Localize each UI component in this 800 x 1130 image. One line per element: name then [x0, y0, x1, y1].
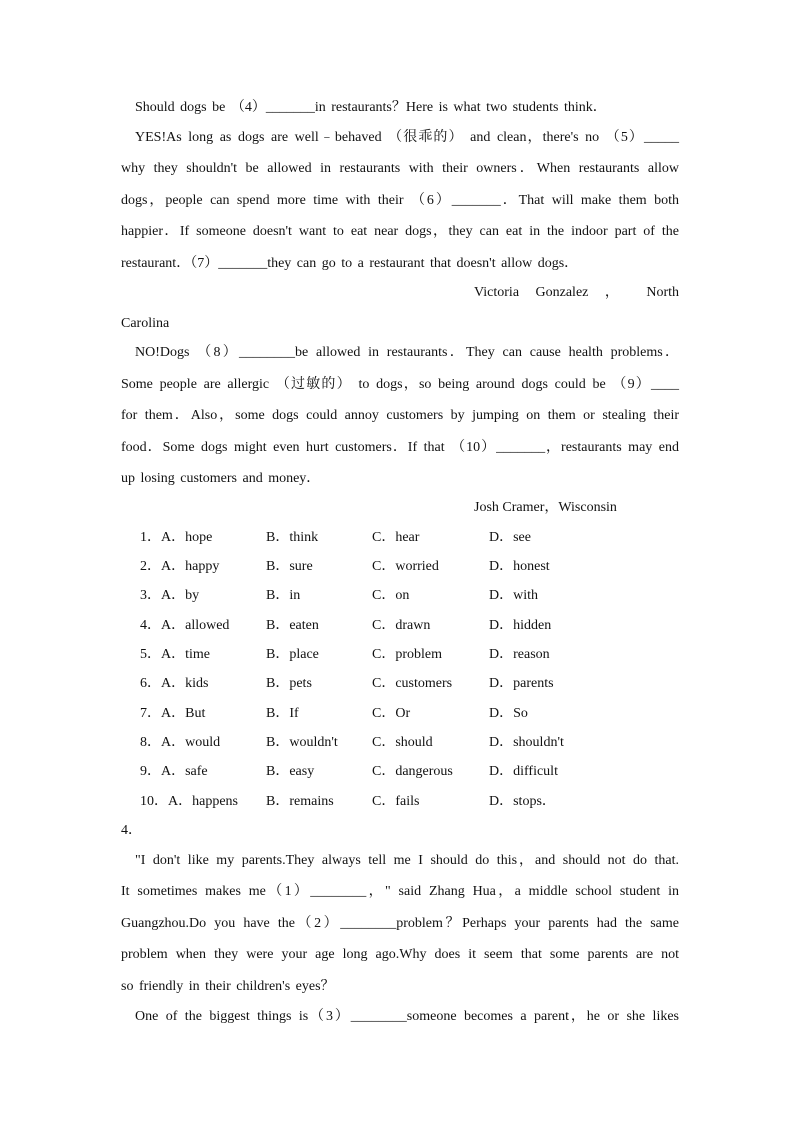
option-c: C．problem: [372, 647, 442, 662]
option-d: D．So: [489, 706, 528, 721]
passage-line: restaurant．（7）_______they can go to a restaurant that doesn't allow dogs．: [121, 256, 579, 271]
passage-line: happier．If someone doesn't want to eat near dogs，they can eat in the indoor part of the: [121, 224, 679, 239]
option-c: C．on: [372, 588, 410, 603]
option-d: D．difficult: [489, 764, 558, 779]
question-number: 10．: [140, 794, 168, 809]
option-row: [0, 705, 800, 723]
option-b: B．in: [266, 588, 301, 603]
passage-line: food．Some dogs might even hurt customers．If that （10）_______，restaurants may end: [121, 440, 679, 455]
option-c: C．should: [372, 735, 433, 750]
option-row: [0, 617, 800, 635]
option-b: B．think: [266, 530, 319, 545]
option-d: D．reason: [489, 647, 550, 662]
option-b: B．easy: [266, 764, 315, 779]
option-row: [0, 793, 800, 811]
passage-line: up losing customers and money．: [121, 471, 321, 486]
option-b: B．If: [266, 706, 299, 721]
option-row: [0, 763, 800, 781]
option-b: B．sure: [266, 559, 313, 574]
signature: Victoria Gonzalez ， North: [474, 285, 679, 300]
passage-line: It sometimes makes me（1）________，" said Zhang Hua，a middle school student in: [121, 884, 679, 899]
option-row: [0, 587, 800, 605]
passage-line: NO!Dogs （8）________be allowed in restaurants．They can cause health problems．: [135, 345, 679, 360]
passage-line: One of the biggest things is（3）________someone becomes a parent，he or she likes: [135, 1009, 679, 1024]
question-number: 2．: [140, 559, 161, 574]
option-b: B．remains: [266, 794, 334, 809]
passage-line: Some people are allergic （过敏的） to dogs，so being around dogs could be （9）____: [121, 377, 679, 392]
option-row: [0, 734, 800, 752]
option-d: D．see: [489, 530, 531, 545]
passage-line: so friendly in their children's eyes？: [121, 979, 335, 994]
option-row: [0, 675, 800, 693]
question-number: 3．: [140, 588, 161, 603]
option-d: D．with: [489, 588, 538, 603]
passage-line: "I don't like my parents.They always tell me I should do this，and should not do that.: [135, 853, 679, 868]
question-number: 7．: [140, 706, 161, 721]
passage-line: YES!As long as dogs are well﹣behaved （很乖的） and clean，there's no （5）_____: [135, 130, 679, 145]
option-d: D．stops．: [489, 794, 556, 809]
passage-line: problem when they were your age long ago.Why does it seem that some parents are not: [121, 947, 679, 962]
option-d: D．honest: [489, 559, 550, 574]
option-a: A．would: [161, 735, 221, 750]
option-a: A．But: [161, 706, 206, 721]
passage-line: for them．Also，some dogs could annoy customers by jumping on them or stealing their: [121, 408, 679, 423]
option-b: B．wouldn't: [266, 735, 338, 750]
passage-line: dogs，people can spend more time with their （6）_______．That will make them both: [121, 193, 679, 208]
question-number: 4．: [140, 618, 161, 633]
option-c: C．hear: [372, 530, 420, 545]
question-number: 5．: [140, 647, 161, 662]
option-a: A．allowed: [161, 618, 230, 633]
option-a: A．kids: [161, 676, 209, 691]
passage-line: why they shouldn't be allowed in restaurants with their owners．When restaurants allow: [121, 161, 679, 176]
option-c: C．dangerous: [372, 764, 453, 779]
option-c: C．drawn: [372, 618, 431, 633]
option-b: B．place: [266, 647, 319, 662]
question-number: 4．: [121, 823, 142, 838]
option-a: A．happens: [168, 794, 238, 809]
option-a: A．safe: [161, 764, 208, 779]
option-a: A．by: [161, 588, 200, 603]
option-row: [0, 558, 800, 576]
option-c: C．fails: [372, 794, 420, 809]
signature: Carolina: [121, 316, 170, 331]
option-row: [0, 646, 800, 664]
option-d: D．parents: [489, 676, 554, 691]
question-number: 1．: [140, 530, 161, 545]
option-c: C．customers: [372, 676, 453, 691]
option-b: B．pets: [266, 676, 312, 691]
option-c: C．worried: [372, 559, 439, 574]
option-d: D．shouldn't: [489, 735, 564, 750]
signature: Josh Cramer，Wisconsin: [474, 500, 617, 515]
option-c: C．Or: [372, 706, 411, 721]
passage-line: Guangzhou.Do you have the（2）________problem？Perhaps your parents had the same: [121, 916, 679, 931]
passage-line: Should dogs be （4）_______in restaurants？Here is what two students think．: [135, 100, 607, 115]
option-row: [0, 529, 800, 547]
question-number: 6．: [140, 676, 161, 691]
option-a: A．happy: [161, 559, 220, 574]
option-d: D．hidden: [489, 618, 552, 633]
option-a: A．hope: [161, 530, 213, 545]
question-number: 8．: [140, 735, 161, 750]
question-number: 9．: [140, 764, 161, 779]
option-a: A．time: [161, 647, 210, 662]
option-b: B．eaten: [266, 618, 319, 633]
